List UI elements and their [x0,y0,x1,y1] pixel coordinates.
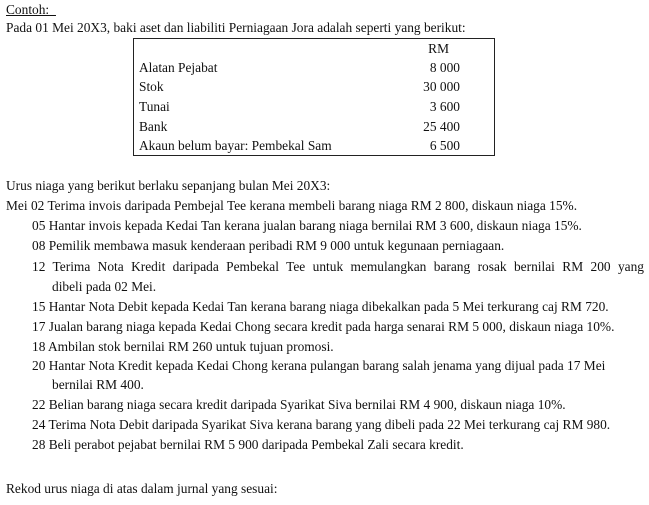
row-label: Tunai [139,99,170,114]
transaction-item [32,216,582,235]
row-label: Akaun belum bayar: Pembekal Sam [139,138,332,153]
transaction-text: Hantar Nota Kredit kepada Kedai Chong kerana pulangan barang salah jenama yang dijual pada 17 Mei [48,358,606,373]
table-row [134,136,494,156]
transactions-intro: Urus niaga yang berikut berlaku sepanjang bulan Mei 20X3: [6,178,331,193]
row-value: 25 400 [423,119,460,134]
transaction-item [32,257,644,276]
transaction-day: 05 [32,218,46,233]
currency-header: RM [428,41,449,56]
transaction-text: Terima Nota Debit daripada Syarikat Siva kerana barang yang dibeli pada 22 Mei terkurang caj RM 980. [48,417,611,432]
row-value: 6 500 [429,138,460,153]
balance-table [133,38,495,156]
transaction-item [32,317,614,336]
transaction-item [32,415,610,434]
transaction-continuation: bernilai RM 400. [52,377,144,392]
intro-text: Pada 01 Mei 20X3, baki aset dan liabiliti Perniagaan Jora adalah seperti yang berikut: [6,20,466,35]
table-row [134,58,494,78]
transaction-text: Hantar Nota Debit kepada Kedai Tan kerana barang niaga dibekalkan pada 5 Mei terkurang caj RM 720. [48,299,609,314]
instruction-text: Rekod urus niaga di atas dalam jurnal yang sesuai: [6,481,278,496]
transaction-item [6,196,577,215]
row-label: Bank [139,119,168,134]
transaction-item [32,236,504,255]
example-heading: Contoh: [6,2,50,17]
transaction-text: Beli perabot pejabat bernilai RM 5 900 daripada Pembekal Zali secara kredit. [48,437,464,452]
transaction-day: 15 [32,299,46,314]
transaction-day: 20 [32,358,46,373]
transaction-continuation: dibeli pada 02 Mei. [52,279,157,294]
transaction-day: 22 [32,397,46,412]
row-label: Alatan Pejabat [139,60,218,75]
row-value: 8 000 [429,60,460,75]
transaction-day: 18 [32,339,46,354]
transaction-day: 08 [32,238,46,253]
table-row [134,117,494,137]
transaction-day: 24 [32,417,46,432]
transaction-day: 02 [30,198,45,213]
transaction-item [32,356,605,375]
table-row [134,97,494,117]
transaction-day: 17 [32,319,46,334]
row-value: 3 600 [429,99,460,114]
transaction-text: Terima invois daripada Pembejal Tee kerana membeli barang niaga RM 2 800, diskaun niaga 15%. [47,198,578,213]
transaction-item [32,297,609,316]
transaction-text: Ambilan stok bernilai RM 260 untuk tujuan promosi. [48,339,334,354]
row-label: Stok [139,79,164,94]
transaction-text: Belian barang niaga secara kredit daripada Syarikat Siva bernilai RM 4 900, diskaun niaga 10%. [48,397,566,412]
transaction-item [32,395,566,414]
transaction-text: Hantar invois kepada Kedai Tan kerana jualan barang niaga bernilai RM 3 600, diskaun niaga 15%. [48,218,582,233]
transaction-item [32,337,334,356]
transaction-item [32,435,464,454]
transaction-text: Jualan barang niaga kepada Kedai Chong secara kredit pada harga senarai RM 5 000, diskaun niaga 10%. [48,319,615,334]
transaction-text: Pemilik membawa masuk kenderaan peribadi RM 9 000 untuk kegunaan perniagaan. [48,238,505,253]
transaction-day: 28 [32,437,46,452]
transaction-day: 12 [32,259,46,274]
table-header-row [134,39,494,59]
month-label: Mei [6,198,28,213]
transaction-text: Terima Nota Kredit daripada Pembekal Tee untuk memulangkan barang rosak bernilai RM 200 yang [52,259,645,274]
table-row [134,77,494,97]
row-value: 30 000 [423,79,460,94]
